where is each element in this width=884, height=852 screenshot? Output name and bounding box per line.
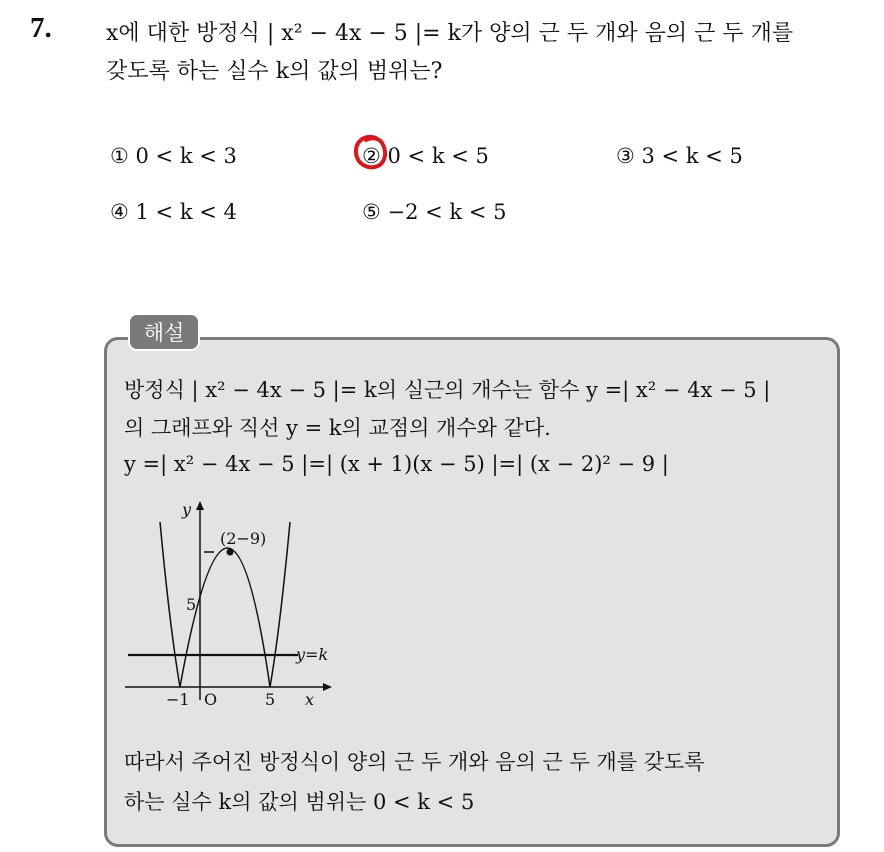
origin-label: O (204, 690, 218, 709)
curve-right-arm (270, 522, 290, 687)
y-axis-arrow (196, 501, 204, 510)
option-2-text: 0 < k < 5 (387, 144, 489, 168)
curve-left-arm (160, 522, 180, 687)
curve-middle-arc (180, 548, 270, 687)
option-3-text: 3 < k < 5 (641, 144, 743, 168)
solution-line-4: 따라서 주어진 방정식이 양의 근 두 개와 음의 근 두 개를 갖도록 (124, 750, 705, 774)
y-axis-label: y (182, 500, 192, 519)
option-3[interactable] (616, 144, 743, 168)
option-5[interactable] (362, 200, 506, 224)
option-4-marker: ④ (110, 200, 129, 224)
option-4[interactable] (110, 200, 237, 224)
vertex-label: (2−9) (220, 529, 267, 548)
y-intercept-label: 5 (186, 595, 197, 614)
option-2-marker: ② (362, 144, 381, 168)
option-1-marker: ① (110, 144, 129, 168)
function-graph (120, 495, 340, 715)
option-1-text: 0 < k < 3 (135, 144, 237, 168)
vertex-point (227, 549, 234, 556)
option-3-marker: ③ (616, 144, 635, 168)
solution-line-2: 의 그래프와 직선 y = k의 교점의 개수와 같다. (124, 416, 551, 440)
solution-tab: 해설 (128, 313, 200, 351)
solution-line-5: 하는 실수 k의 값의 범위는 0 < k < 5 (124, 790, 475, 814)
solution-line-3: y =| x² − 4x − 5 |=| (x + 1)(x − 5) |=| (x − 2)² − 9 | (124, 452, 669, 476)
x-axis-label: x (305, 690, 315, 709)
x-tick-label-right: 5 (265, 690, 276, 709)
question-number: 7. (30, 12, 52, 44)
line-label: y=k (296, 645, 329, 664)
question-text-line-2: 갖도록 하는 실수 k의 값의 범위는? (106, 59, 443, 84)
option-1[interactable] (110, 144, 237, 168)
solution-line-1: 방정식 | x² − 4x − 5 |= k의 실근의 개수는 함수 y =| x² − 4x − 5 | (124, 378, 771, 402)
option-5-marker: ⑤ (362, 200, 381, 224)
x-axis-arrow (323, 683, 332, 691)
option-5-text: −2 < k < 5 (387, 200, 507, 224)
x-tick-label-left: −1 (166, 690, 190, 709)
option-4-text: 1 < k < 4 (135, 200, 237, 224)
question-text-line-1: x에 대한 방정식 | x² − 4x − 5 |= k가 양의 근 두 개와 음의 근 두 개를 (106, 21, 794, 46)
answer-circle-mark (352, 132, 388, 172)
